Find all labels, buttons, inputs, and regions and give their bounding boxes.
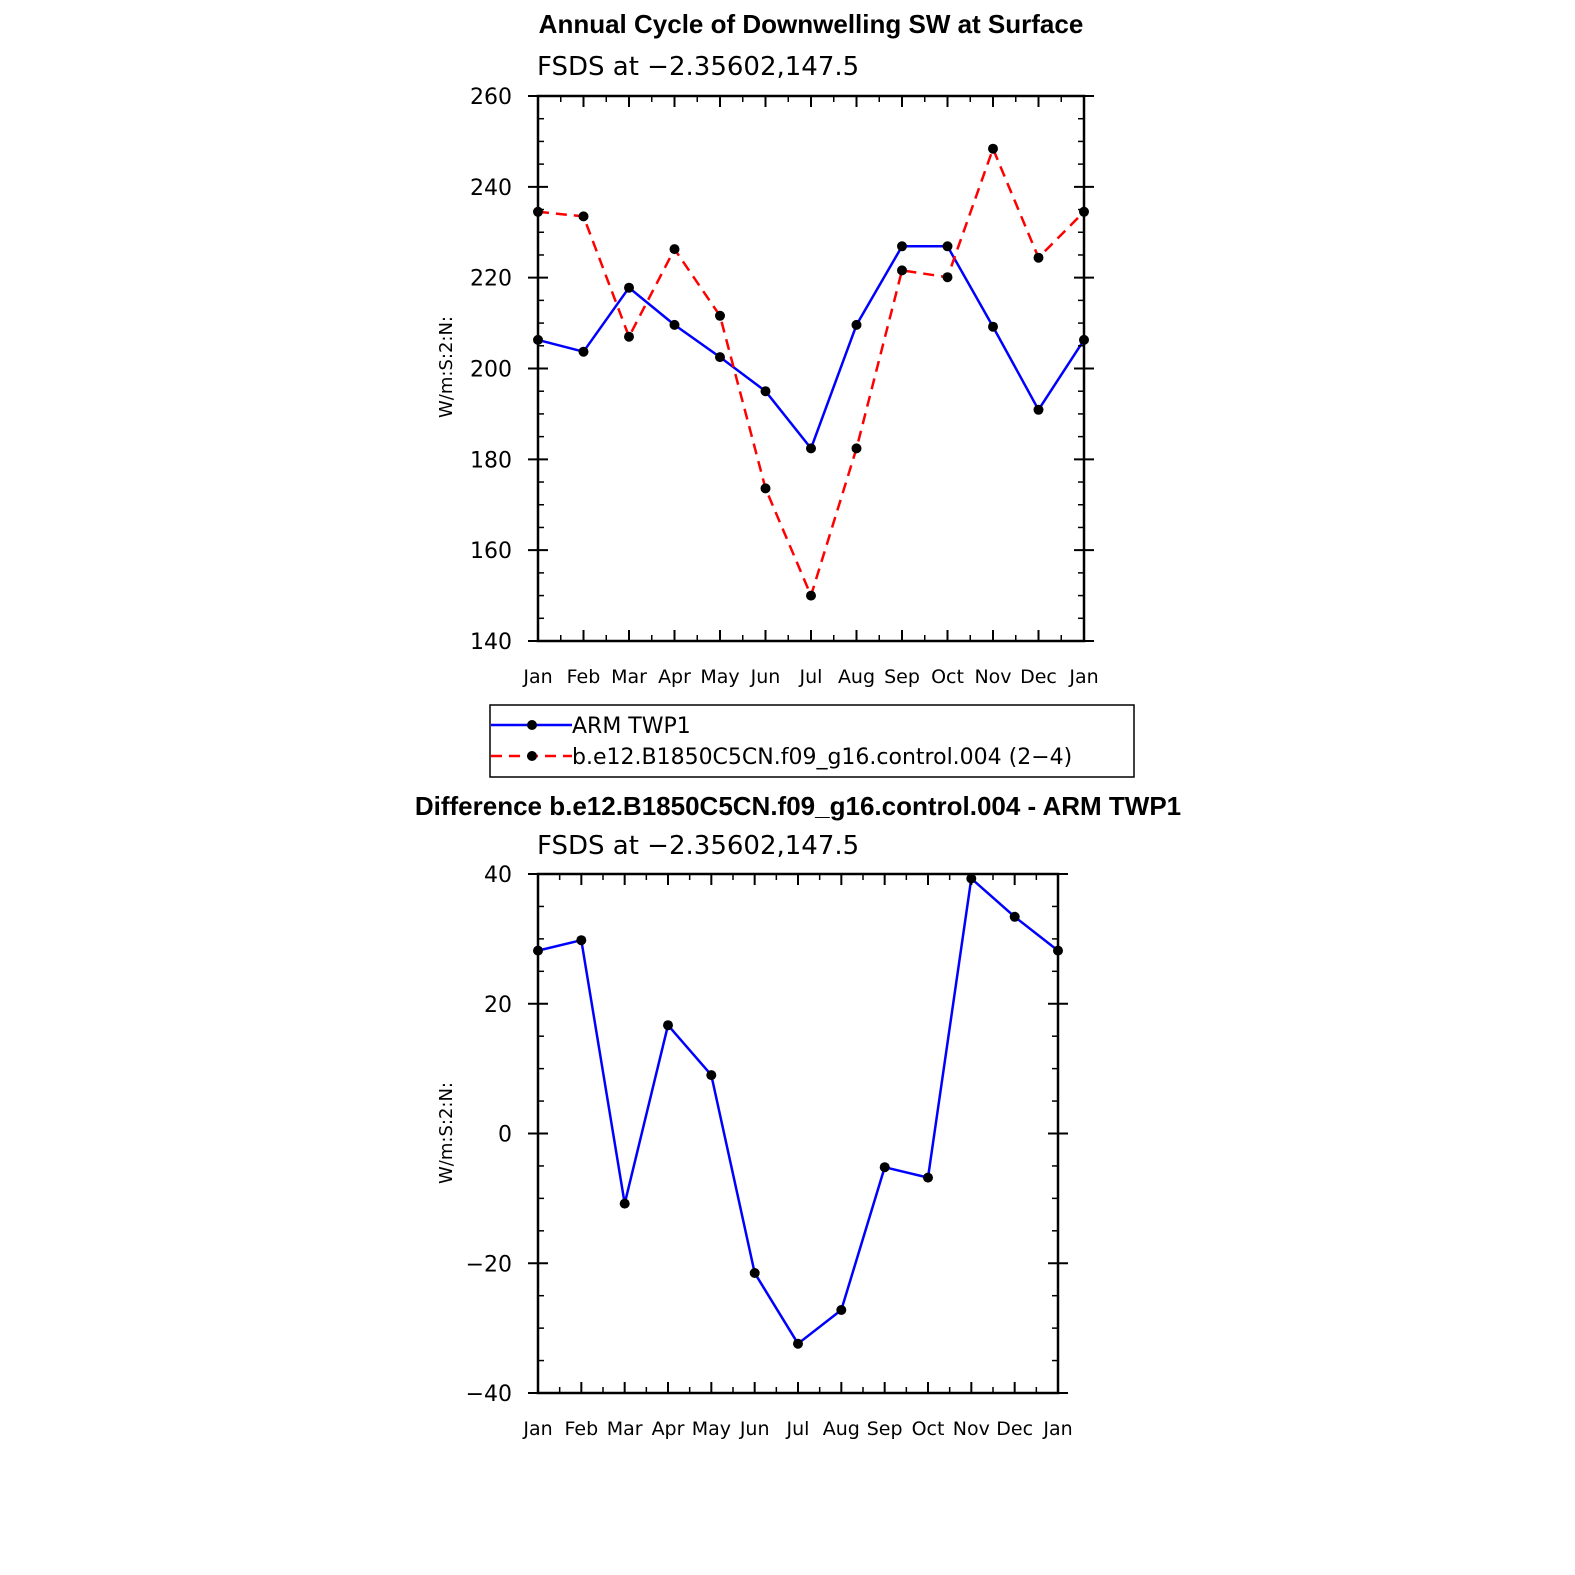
x-tick-label: Apr	[651, 1418, 685, 1440]
y-axis-label: W/m:S:2:N:	[436, 1082, 457, 1184]
data-point-s0-10	[988, 322, 998, 332]
data-point-s1-5	[761, 483, 771, 493]
y-axis-label: W/m:S:2:N:	[436, 316, 457, 418]
data-point-s0-3	[670, 320, 680, 330]
x-tick-label: Jul	[799, 666, 823, 688]
data-point-s0-8	[880, 1162, 890, 1172]
series-group	[533, 874, 1063, 1349]
data-point-s1-4	[715, 311, 725, 321]
chart-title: Difference b.e12.B1850C5CN.f09_g16.control.004 - ARM TWP1	[414, 791, 1182, 821]
y-tick-label: −40	[465, 1382, 512, 1407]
x-tick-label: Aug	[837, 666, 876, 688]
legend	[490, 705, 1134, 777]
x-tick-label: May	[700, 666, 740, 688]
legend-marker-arm-twp1	[527, 720, 537, 730]
y-tick-label: 240	[470, 175, 512, 201]
plot-frame	[538, 874, 1058, 1393]
data-point-s0-1	[579, 347, 589, 357]
data-point-s1-2	[624, 332, 634, 342]
data-point-s1-10	[988, 144, 998, 154]
data-point-s1-6	[806, 591, 816, 601]
data-point-s0-5	[761, 386, 771, 396]
data-point-s0-8	[897, 241, 907, 251]
difference-chart	[415, 791, 1181, 1440]
data-point-s0-7	[836, 1305, 846, 1315]
y-tick-label: 40	[484, 863, 512, 888]
data-point-s0-6	[793, 1339, 803, 1349]
x-tick-label: Dec	[1020, 666, 1057, 688]
series-line-0	[538, 246, 1084, 448]
x-tick-label: Oct	[931, 666, 964, 688]
y-tick-label: 160	[470, 539, 512, 565]
data-point-s0-9	[943, 241, 953, 251]
data-point-s0-4	[715, 352, 725, 362]
series-line-0	[538, 879, 1058, 1344]
data-point-s1-9	[943, 272, 953, 282]
data-point-s1-11	[1034, 253, 1044, 263]
series-line-1	[538, 149, 1084, 596]
y-tick-label: 220	[470, 266, 512, 292]
data-point-s1-7	[852, 443, 862, 453]
data-point-s0-9	[923, 1173, 933, 1183]
x-tick-label: Jul	[786, 1418, 810, 1440]
y-tick-label: 140	[470, 630, 512, 655]
y-tick-label: 260	[470, 85, 512, 110]
data-point-s1-8	[897, 265, 907, 275]
x-tick-label: Oct	[911, 1418, 945, 1440]
x-tick-label: May	[691, 1418, 731, 1440]
x-tick-label: Sep	[884, 666, 920, 688]
x-tick-label: Jun	[750, 666, 781, 688]
x-tick-label: Sep	[866, 1418, 903, 1440]
x-tick-label: Mar	[606, 1418, 643, 1440]
plot-area	[466, 863, 1073, 1440]
data-point-s0-1	[576, 935, 586, 945]
chart-subtitle: FSDS at −2.35602,147.5	[537, 52, 860, 82]
chart-subtitle: FSDS at −2.35602,147.5	[537, 831, 860, 861]
x-tick-label: Feb	[566, 666, 601, 688]
data-point-s0-7	[852, 320, 862, 330]
x-tick-label: Nov	[974, 666, 1012, 688]
x-tick-label: Jan	[1043, 1418, 1073, 1440]
plot-area	[470, 85, 1099, 688]
x-tick-label: Aug	[822, 1418, 860, 1440]
legend-label-model: b.e12.B1850C5CN.f09_g16.control.004 (2−4)	[572, 745, 1073, 770]
data-point-s0-11	[1010, 912, 1020, 922]
legend-entry-model	[491, 745, 1072, 770]
x-tick-label: Nov	[952, 1418, 990, 1440]
data-point-s0-4	[706, 1070, 716, 1080]
x-tick-label: Jan	[523, 1418, 553, 1440]
data-point-s0-6	[806, 443, 816, 453]
plot-frame	[538, 96, 1084, 641]
x-tick-label: Jan	[1069, 666, 1099, 688]
data-point-s0-2	[624, 283, 634, 293]
x-tick-label: Jan	[523, 666, 553, 688]
annual-cycle-chart	[436, 9, 1134, 777]
x-tick-label: Feb	[564, 1418, 599, 1440]
y-tick-label: 200	[470, 357, 512, 383]
data-point-s0-5	[750, 1268, 760, 1278]
data-point-s0-11	[1034, 405, 1044, 415]
x-tick-label: Jun	[739, 1418, 770, 1440]
data-point-s1-3	[670, 244, 680, 254]
y-tick-label: 0	[498, 1122, 512, 1148]
data-point-s1-1	[579, 211, 589, 221]
x-tick-label: Dec	[996, 1418, 1034, 1440]
y-tick-label: −20	[465, 1252, 512, 1278]
legend-label-arm-twp1: ARM TWP1	[572, 714, 691, 739]
data-point-s0-3	[663, 1020, 673, 1030]
series-group	[533, 144, 1089, 601]
x-tick-label: Mar	[611, 666, 647, 688]
y-tick-label: 20	[484, 992, 512, 1018]
y-tick-label: 180	[470, 448, 512, 474]
chart-title: Annual Cycle of Downwelling SW at Surface	[538, 9, 1084, 39]
data-point-s0-2	[620, 1199, 630, 1209]
x-tick-label: Apr	[658, 666, 691, 688]
legend-marker-model	[527, 751, 537, 761]
